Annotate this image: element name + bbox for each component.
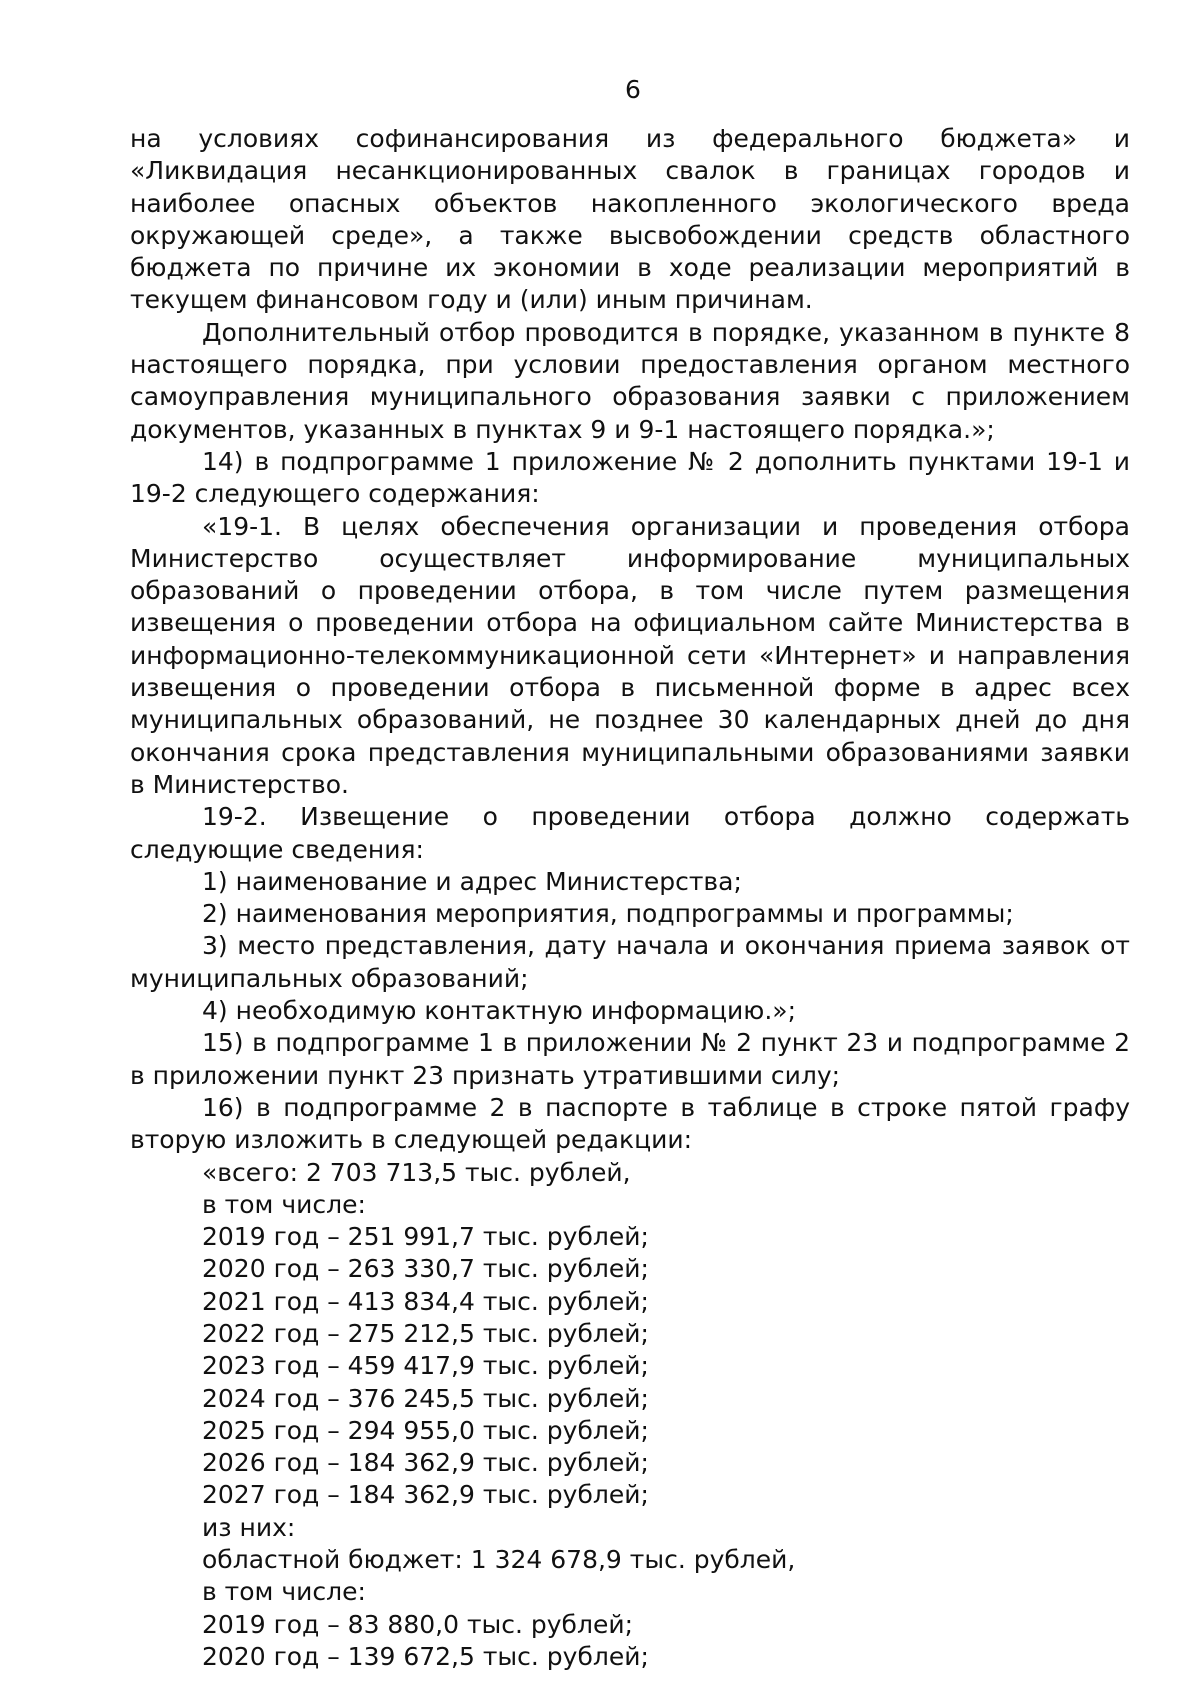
list-item-4: 4) необходимую контактную информацию.»; (202, 996, 797, 1026)
paragraph-item-14: 14) в подпрограмме 1 приложение № 2 дополнить пунктами 19-1 и 19-2 следующего содержания: (130, 446, 1130, 509)
budget-line: 2022 год – 275 212,5 тыс. рублей; (202, 1318, 649, 1348)
budget-line: в том числе: (202, 1189, 366, 1219)
list-item-3: 3) место представления, дату начала и окончания приема заявок от муниципальных образований; (130, 931, 1130, 993)
budget-line: в том числе: (202, 1577, 366, 1607)
budget-line: 2021 год – 413 834,4 тыс. рублей; (202, 1286, 649, 1316)
regional-budget-total: областной бюджет: 1 324 678,9 тыс. рублей, (202, 1545, 796, 1575)
paragraph-item-16: 16) в подпрограмме 2 в паспорте в таблице в строке пятой графу вторую изложить в следующей редакции: (130, 1092, 1130, 1155)
paragraph-19-1: «19-1. В целях обеспечения организации и проведения отбора Министерство осуществляет информирование муниципальных образований о проведении отбора, в том числе путем размещения извещения о проведении отбора на официальном сайте Министерства в информационно-телекоммуникационной сети «Интернет» и направления извещения о проведении отбора в письменной форме в адрес всех муниципальных образований, не позднее 30 календарных дней до дня окончания срока представления муниципальными образованиями заявки в Министерство. (130, 511, 1130, 799)
budget-line: 2019 год – 83 880,0 тыс. рублей; (202, 1609, 634, 1639)
page-number: 6 (625, 75, 641, 104)
list-item-2: 2) наименования мероприятия, подпрограммы и программы; (202, 899, 1014, 929)
budget-line: 2025 год – 294 955,0 тыс. рублей; (202, 1415, 649, 1445)
paragraph-continuation: на условиях софинансирования из федерального бюджета» и «Ликвидация несанкционированных свалок в границах городов и наиболее опасных объектов накопленного экологического вреда окружающей среде», а также высвобождении средств областного бюджета по причине их экономии в ходе реализации мероприятий в текущем финансовом году и (или) иным причинам. (130, 124, 1130, 315)
budget-total: «всего: 2 703 713,5 тыс. рублей, (202, 1157, 631, 1187)
paragraph-19-2: 19-2. Извещение о проведении отбора должно содержать следующие сведения: (130, 802, 1130, 864)
budget-line: 2027 год – 184 362,9 тыс. рублей; (202, 1480, 649, 1510)
budget-line: 2020 год – 139 672,5 тыс. рублей; (202, 1641, 649, 1671)
budget-line: 2020 год – 263 330,7 тыс. рублей; (202, 1254, 649, 1284)
paragraph-additional-selection: Дополнительный отбор проводится в порядке, указанном в пункте 8 настоящего порядка, при условии предоставления органом местного самоуправления муниципального образования заявки с приложением документов, указанных в пунктах 9 и 9-1 настоящего порядка.»; (130, 317, 1130, 444)
document-body (130, 123, 1130, 1673)
budget-line: 2024 год – 376 245,5 тыс. рублей; (202, 1383, 649, 1413)
paragraph-item-15: 15) в подпрограмме 1 в приложении № 2 пункт 23 и подпрограмме 2 в приложении пункт 23 признать утратившими силу; (130, 1028, 1130, 1090)
budget-block (130, 1157, 1130, 1674)
budget-line: 2023 год – 459 417,9 тыс. рублей; (202, 1351, 649, 1381)
budget-line: 2019 год – 251 991,7 тыс. рублей; (202, 1222, 649, 1252)
budget-line: 2026 год – 184 362,9 тыс. рублей; (202, 1448, 649, 1478)
budget-line: из них: (202, 1512, 296, 1542)
list-item-1: 1) наименование и адрес Министерства; (202, 866, 742, 896)
